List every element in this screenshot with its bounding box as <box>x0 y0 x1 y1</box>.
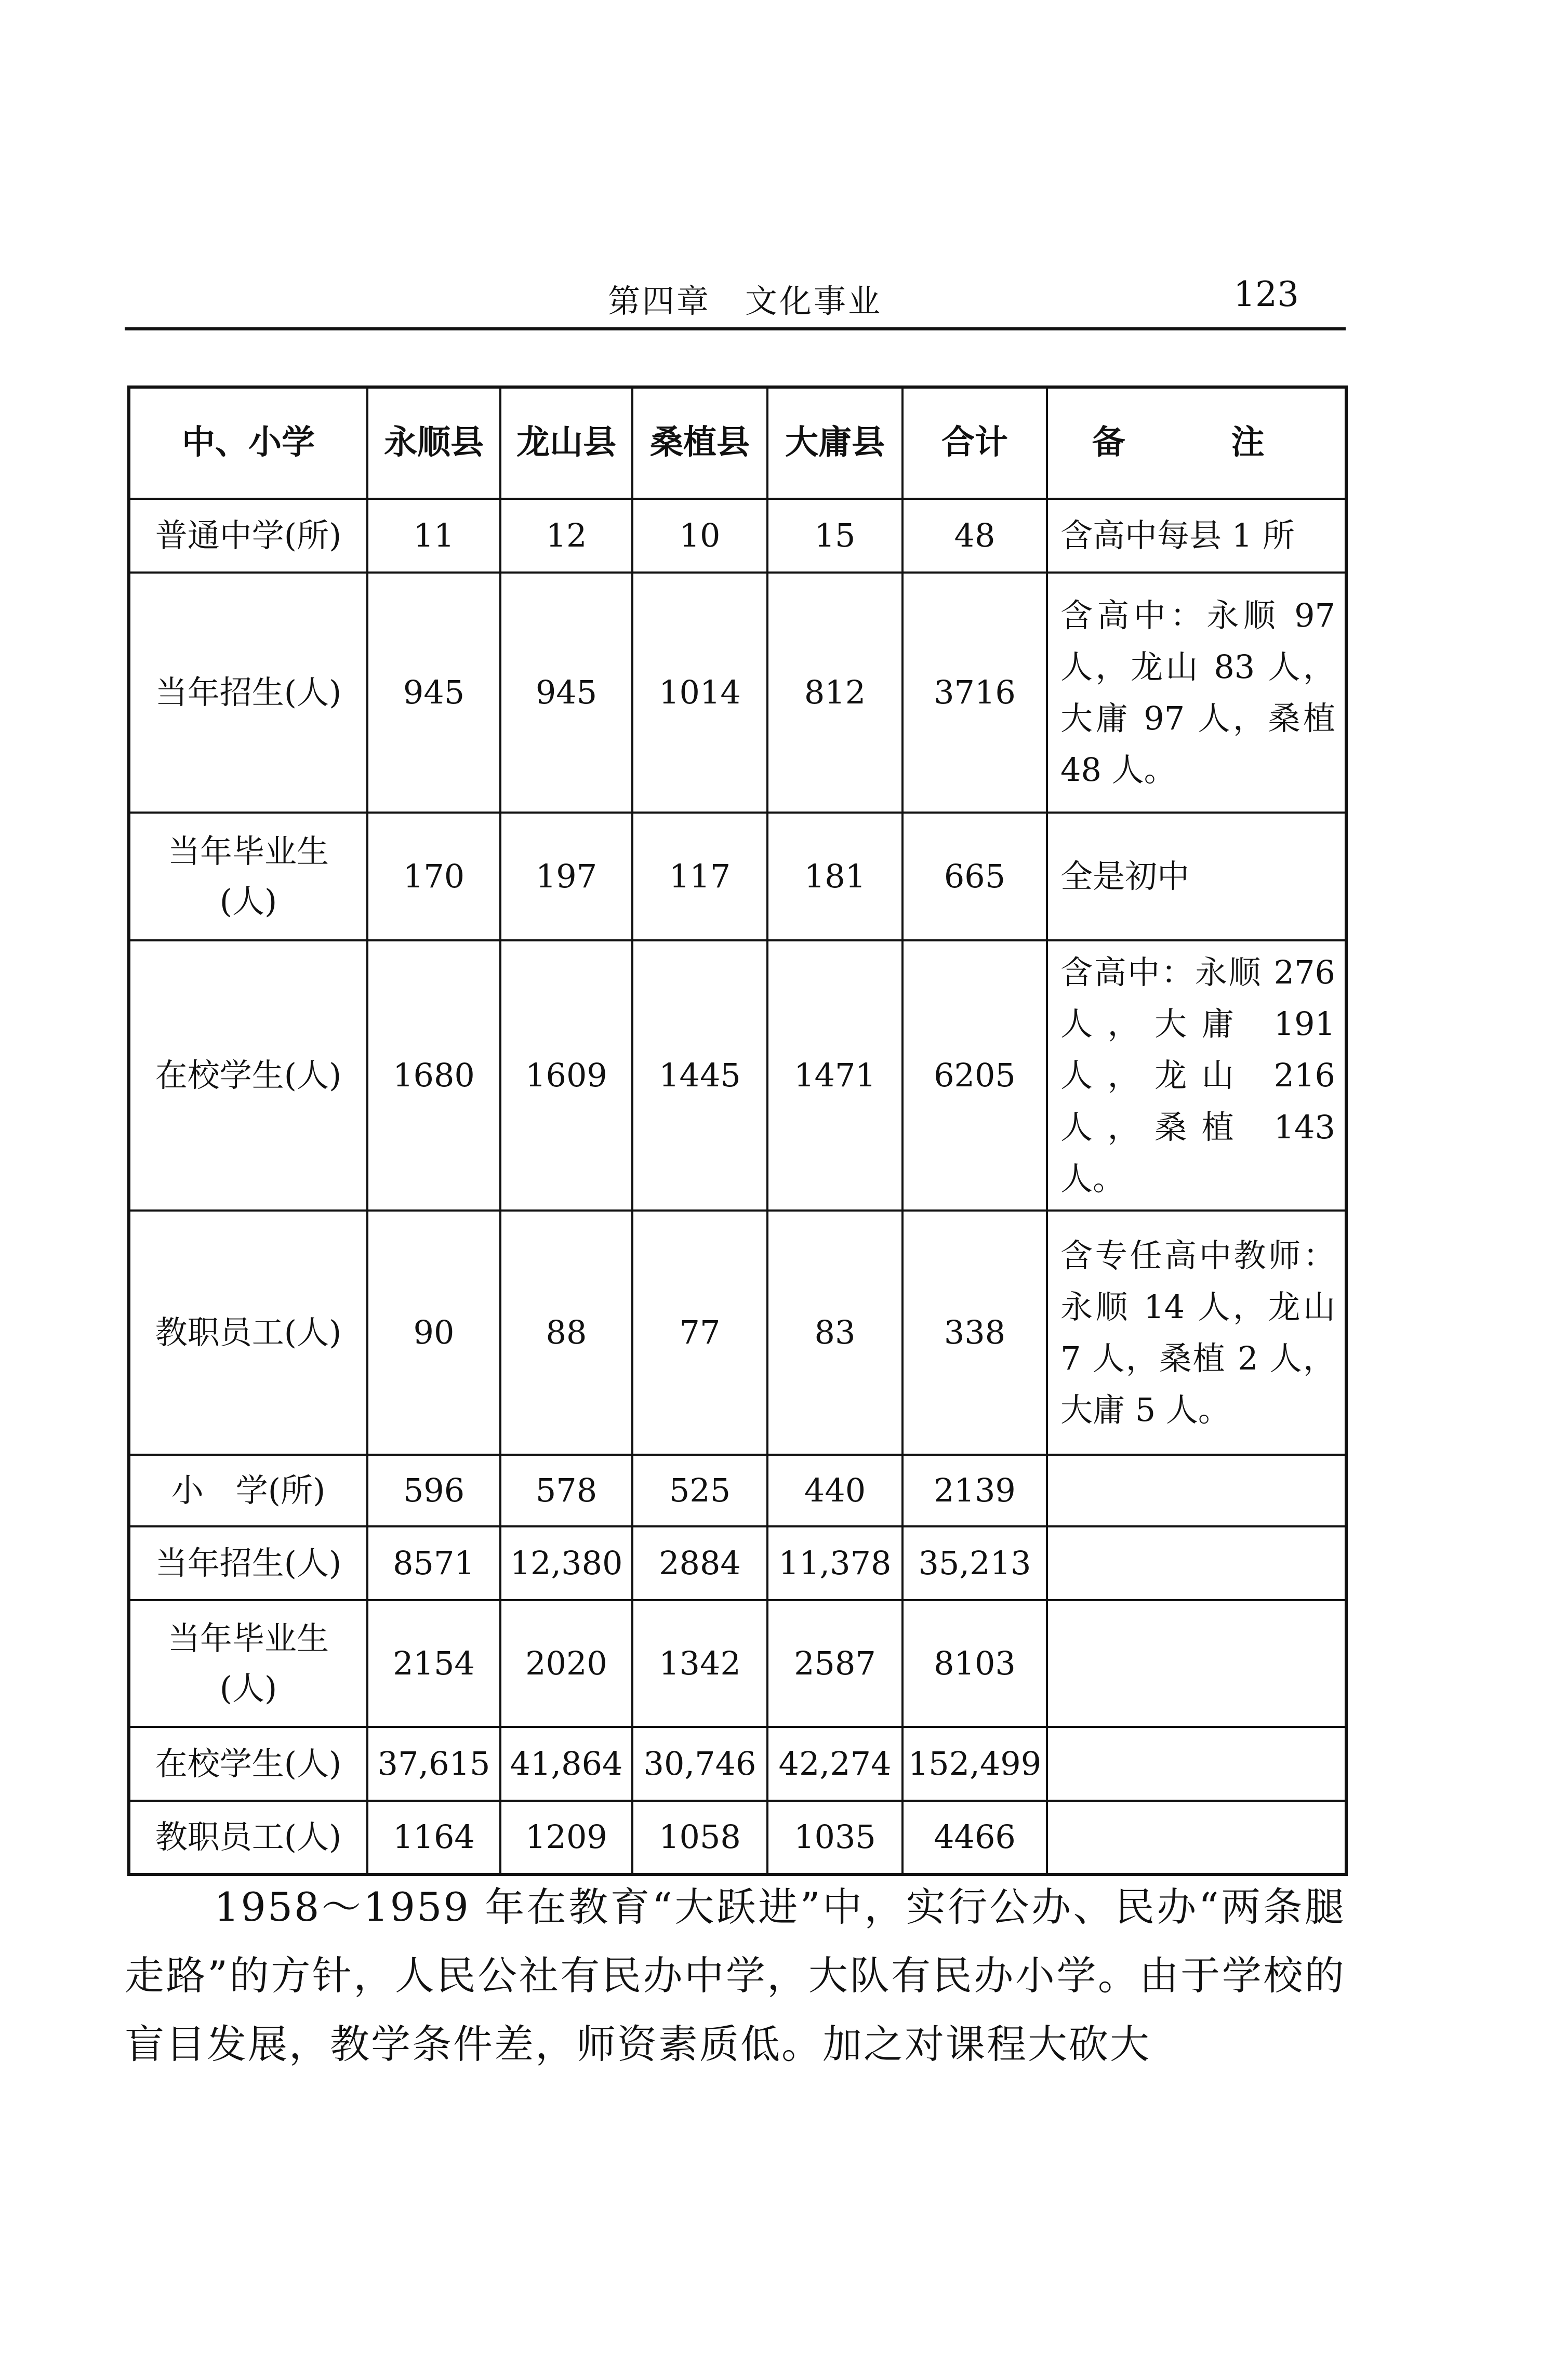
note-cell: 全是初中 <box>1047 813 1346 940</box>
row-label: 当年招生(人) <box>129 573 367 813</box>
table-row <box>129 940 1346 1211</box>
running-head <box>125 270 1346 330</box>
column-header: 中、小学 <box>129 387 367 499</box>
table-cell: 1058 <box>632 1801 767 1874</box>
table-row <box>129 813 1346 940</box>
note-cell <box>1047 1526 1346 1600</box>
table-row <box>129 573 1346 813</box>
row-label: 当年毕业生(人) <box>129 813 367 940</box>
table-cell: 88 <box>500 1211 632 1455</box>
table-cell: 181 <box>767 813 902 940</box>
table-cell: 11,378 <box>767 1526 902 1600</box>
column-header: 合计 <box>902 387 1047 499</box>
body-paragraph: 1958～1959 年在教育“大跃进”中，实行公办、民办“两条腿走路”的方针，人民公社有民办中学，大队有民办小学。由于学校的盲目发展，教学条件差，师资素质低。加之对课程大砍大 <box>125 1884 1346 2067</box>
row-label: 当年招生(人) <box>129 1526 367 1600</box>
table-cell: 77 <box>632 1211 767 1455</box>
table-cell: 2587 <box>767 1600 902 1727</box>
table-cell: 1609 <box>500 940 632 1211</box>
table-cell: 2154 <box>367 1600 500 1727</box>
table-cell: 945 <box>500 573 632 813</box>
row-label: 在校学生(人) <box>129 1727 367 1801</box>
note-cell: 含高中每县 1 所 <box>1047 499 1346 573</box>
table-cell: 665 <box>902 813 1047 940</box>
chapter-title: 第四章 文化事业 <box>608 282 883 320</box>
table-cell: 90 <box>367 1211 500 1455</box>
column-header: 龙山县 <box>500 387 632 499</box>
table-cell: 30,746 <box>632 1727 767 1801</box>
table-cell: 596 <box>367 1455 500 1526</box>
table-cell: 338 <box>902 1211 1047 1455</box>
note-cell <box>1047 1455 1346 1526</box>
row-label: 当年毕业生(人) <box>129 1600 367 1727</box>
table-cell: 83 <box>767 1211 902 1455</box>
table-cell: 3716 <box>902 573 1047 813</box>
table-row <box>129 1801 1346 1874</box>
table-cell: 12,380 <box>500 1526 632 1600</box>
row-label: 教职员工(人) <box>129 1801 367 1874</box>
table-cell: 1445 <box>632 940 767 1211</box>
table-cell: 197 <box>500 813 632 940</box>
row-label: 教职员工(人) <box>129 1211 367 1455</box>
note-cell: 含高中：永顺 276 人，大庸 191 人，龙山 216 人，桑植 143 人。 <box>1047 940 1346 1211</box>
table-cell: 8103 <box>902 1600 1047 1727</box>
table-row <box>129 1455 1346 1526</box>
table-cell: 15 <box>767 499 902 573</box>
column-header: 桑植县 <box>632 387 767 499</box>
row-label: 普通中学(所) <box>129 499 367 573</box>
table-row <box>129 1211 1346 1455</box>
table-cell: 1164 <box>367 1801 500 1874</box>
column-header: 备 注 <box>1047 387 1346 499</box>
column-header: 大庸县 <box>767 387 902 499</box>
column-header: 永顺县 <box>367 387 500 499</box>
table-row <box>129 1727 1346 1801</box>
table-cell: 35,213 <box>902 1526 1047 1600</box>
table-cell: 1471 <box>767 940 902 1211</box>
table-cell: 578 <box>500 1455 632 1526</box>
note-cell <box>1047 1801 1346 1874</box>
table-cell: 525 <box>632 1455 767 1526</box>
note-cell: 含专任高中教师：永顺 14 人，龙山 7 人，桑植 2 人，大庸 5 人。 <box>1047 1211 1346 1455</box>
table-cell: 48 <box>902 499 1047 573</box>
table-cell: 170 <box>367 813 500 940</box>
table-cell: 440 <box>767 1455 902 1526</box>
table-cell: 945 <box>367 573 500 813</box>
table-cell: 2884 <box>632 1526 767 1600</box>
page-number: 123 <box>1233 274 1299 314</box>
school-statistics-table <box>127 385 1348 1876</box>
table-cell: 11 <box>367 499 500 573</box>
table-cell: 1680 <box>367 940 500 1211</box>
table-row <box>129 499 1346 573</box>
table-cell: 2020 <box>500 1600 632 1727</box>
table-cell: 1035 <box>767 1801 902 1874</box>
table-cell: 12 <box>500 499 632 573</box>
note-cell <box>1047 1600 1346 1727</box>
table-cell: 117 <box>632 813 767 940</box>
table-cell: 1342 <box>632 1600 767 1727</box>
table-row <box>129 1600 1346 1727</box>
table-cell: 37,615 <box>367 1727 500 1801</box>
row-label: 在校学生(人) <box>129 940 367 1211</box>
table-cell: 152,499 <box>902 1727 1047 1801</box>
table-cell: 4466 <box>902 1801 1047 1874</box>
note-cell: 含高中：永顺 97 人，龙山 83 人，大庸 97 人，桑植 48 人。 <box>1047 573 1346 813</box>
table-header-row <box>129 387 1346 499</box>
table-cell: 41,864 <box>500 1727 632 1801</box>
note-cell <box>1047 1727 1346 1801</box>
table-cell: 6205 <box>902 940 1047 1211</box>
table-cell: 1209 <box>500 1801 632 1874</box>
table-cell: 1014 <box>632 573 767 813</box>
table-cell: 10 <box>632 499 767 573</box>
table-cell: 812 <box>767 573 902 813</box>
table-cell: 8571 <box>367 1526 500 1600</box>
row-label: 小 学(所) <box>129 1455 367 1526</box>
table-cell: 42,274 <box>767 1727 902 1801</box>
table-row <box>129 1526 1346 1600</box>
table-cell: 2139 <box>902 1455 1047 1526</box>
